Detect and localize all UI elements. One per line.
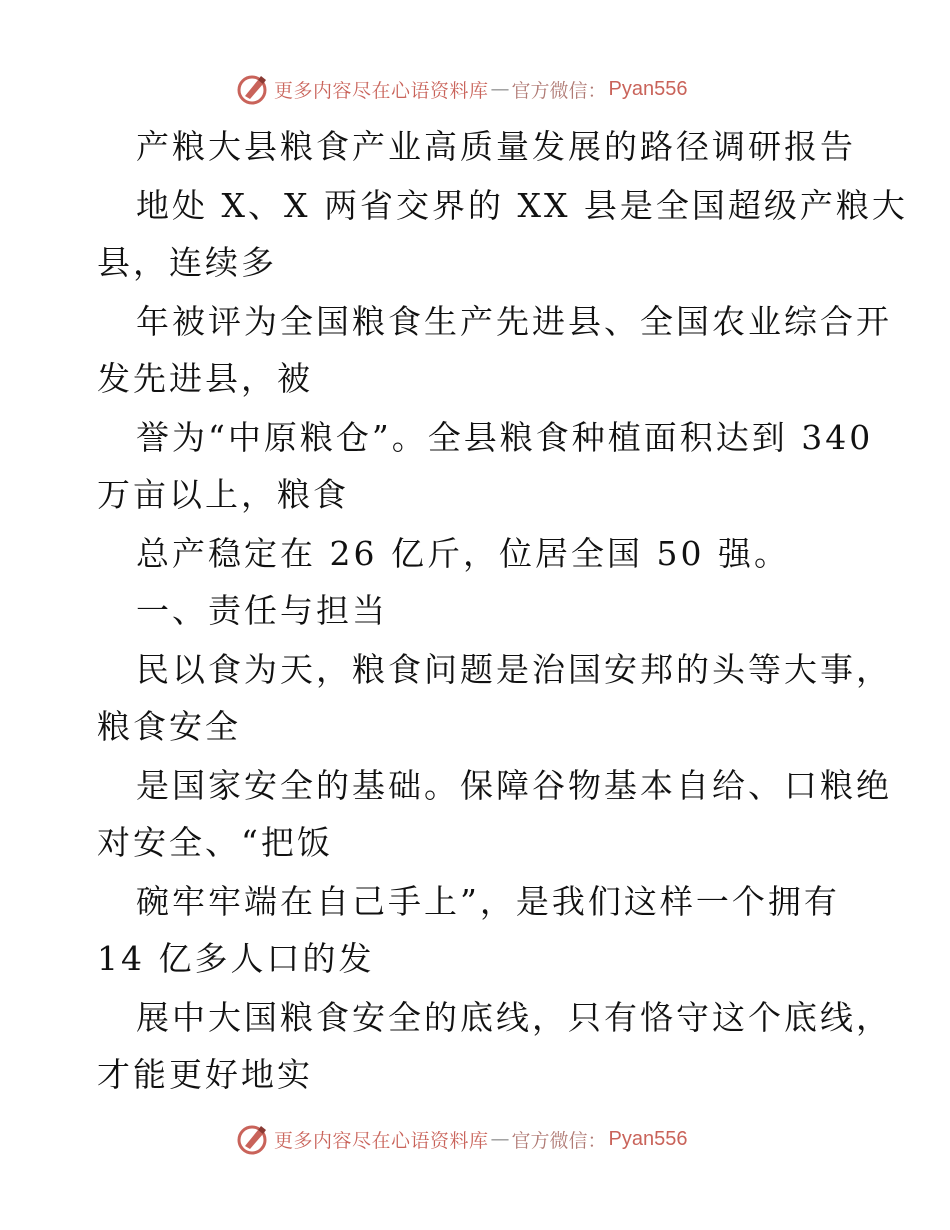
watermark-brand-text: 更多内容尽在心语资料库 bbox=[274, 79, 489, 102]
paragraph-line: 才能更好地实 bbox=[97, 1055, 313, 1094]
watermark-id: Pyan556 bbox=[608, 1127, 688, 1150]
paragraph-line: 县，连续多 bbox=[97, 243, 277, 282]
watermark-label: 官方微信： bbox=[511, 79, 607, 102]
paragraph-line: 是国家安全的基础。保障谷物基本自给、口粮绝 bbox=[136, 766, 892, 805]
pen-circle-logo-icon bbox=[236, 1122, 270, 1156]
paragraph-line: 展中大国粮食安全的底线，只有恪守这个底线， bbox=[136, 998, 892, 1037]
pen-circle-logo-icon bbox=[236, 72, 270, 106]
watermark-label: 官方微信： bbox=[511, 1129, 607, 1152]
section-heading: 一、责任与担当 bbox=[136, 591, 388, 630]
paragraph-line: 碗牢牢端在自己手上”，是我们这样一个拥有 bbox=[136, 882, 840, 921]
paragraph-line: 对安全、“把饭 bbox=[97, 823, 333, 862]
paragraph-line: 地处 X、X 两省交界的 XX 县是全国超级产粮大 bbox=[136, 186, 908, 225]
document-title: 产粮大县粮食产业高质量发展的路径调研报告 bbox=[136, 127, 856, 166]
paragraph-line: 万亩以上，粮食 bbox=[97, 475, 349, 514]
paragraph-line: 粮食安全 bbox=[97, 707, 241, 746]
paragraph-line: 14 亿多人口的发 bbox=[97, 939, 375, 978]
paragraph-line: 誉为“中原粮仓”。全县粮食种植面积达到 340 bbox=[136, 418, 874, 457]
watermark-dash: — bbox=[490, 1128, 510, 1150]
watermark-id: Pyan556 bbox=[608, 77, 688, 100]
paragraph-line: 总产稳定在 26 亿斤，位居全国 50 强。 bbox=[136, 534, 790, 573]
paragraph-line: 民以食为天，粮食问题是治国安邦的头等大事， bbox=[136, 650, 892, 689]
paragraph-line: 发先进县，被 bbox=[97, 359, 313, 398]
watermark-brand-text: 更多内容尽在心语资料库 bbox=[274, 1129, 489, 1152]
watermark-dash: — bbox=[490, 78, 510, 100]
footer-watermark bbox=[236, 1122, 688, 1156]
header-watermark bbox=[236, 72, 688, 106]
paragraph-line: 年被评为全国粮食生产先进县、全国农业综合开 bbox=[136, 302, 892, 341]
